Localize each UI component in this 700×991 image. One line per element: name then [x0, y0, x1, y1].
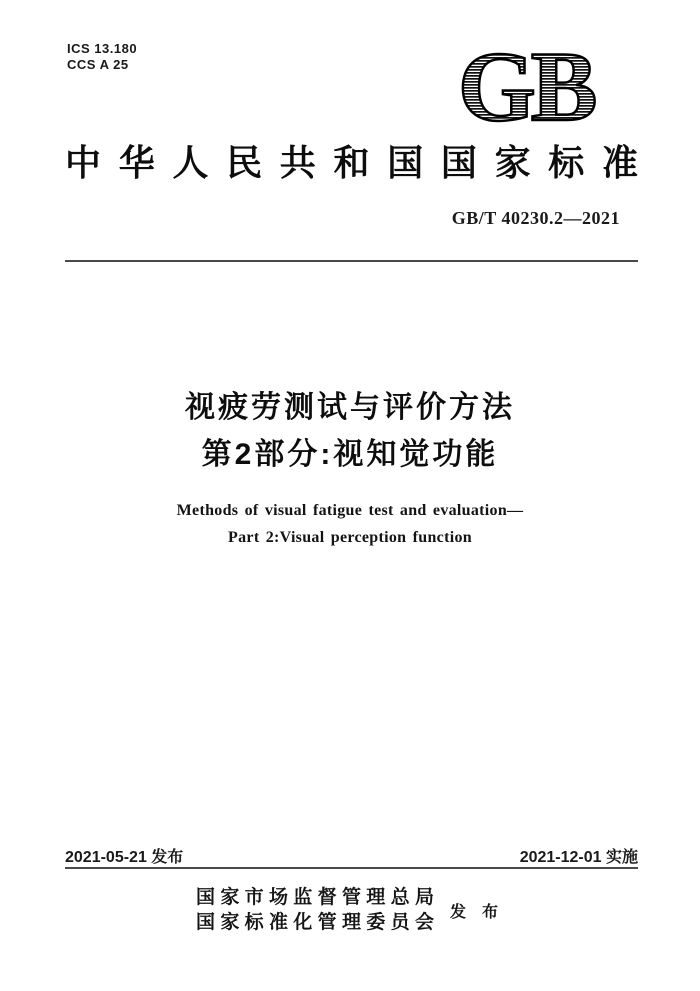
issue-date: 2021-05-21 发布	[65, 849, 184, 866]
dates-row	[65, 844, 638, 867]
issuer-block	[0, 885, 700, 935]
issuer-name-1: 国家市场监督管理总局	[195, 887, 434, 908]
document-title-cn-line2: 第2部分:视知觉功能	[201, 438, 499, 471]
document-title-en	[0, 497, 700, 551]
ics-code: ICS 13.180	[67, 41, 138, 56]
gb-logo	[456, 42, 604, 126]
implement-date: 2021-12-01 实施	[519, 849, 638, 866]
gb-logo-text: GB	[458, 42, 593, 126]
bottom-rule-line	[65, 867, 638, 869]
classification-codes	[67, 41, 137, 73]
document-title-cn-line1: 视疲劳测试与评价方法	[185, 391, 515, 424]
issuer-names	[196, 885, 434, 935]
issuer-name-2: 国家标准化管理委员会	[195, 912, 434, 933]
document-title-cn	[0, 384, 700, 478]
document-title-en-line1: Methods of visual fatigue test and evaluation—	[176, 502, 524, 519]
ccs-code: CCS A 25	[67, 57, 129, 72]
national-standard-heading: 中华人民共和国国家标准	[65, 143, 638, 183]
publish-label: 发 布	[449, 903, 504, 921]
standard-number: GB/T 40230.2—2021	[451, 208, 620, 228]
top-rule-line	[65, 260, 638, 262]
document-title-en-line2: Part 2:Visual perception function	[228, 529, 472, 546]
